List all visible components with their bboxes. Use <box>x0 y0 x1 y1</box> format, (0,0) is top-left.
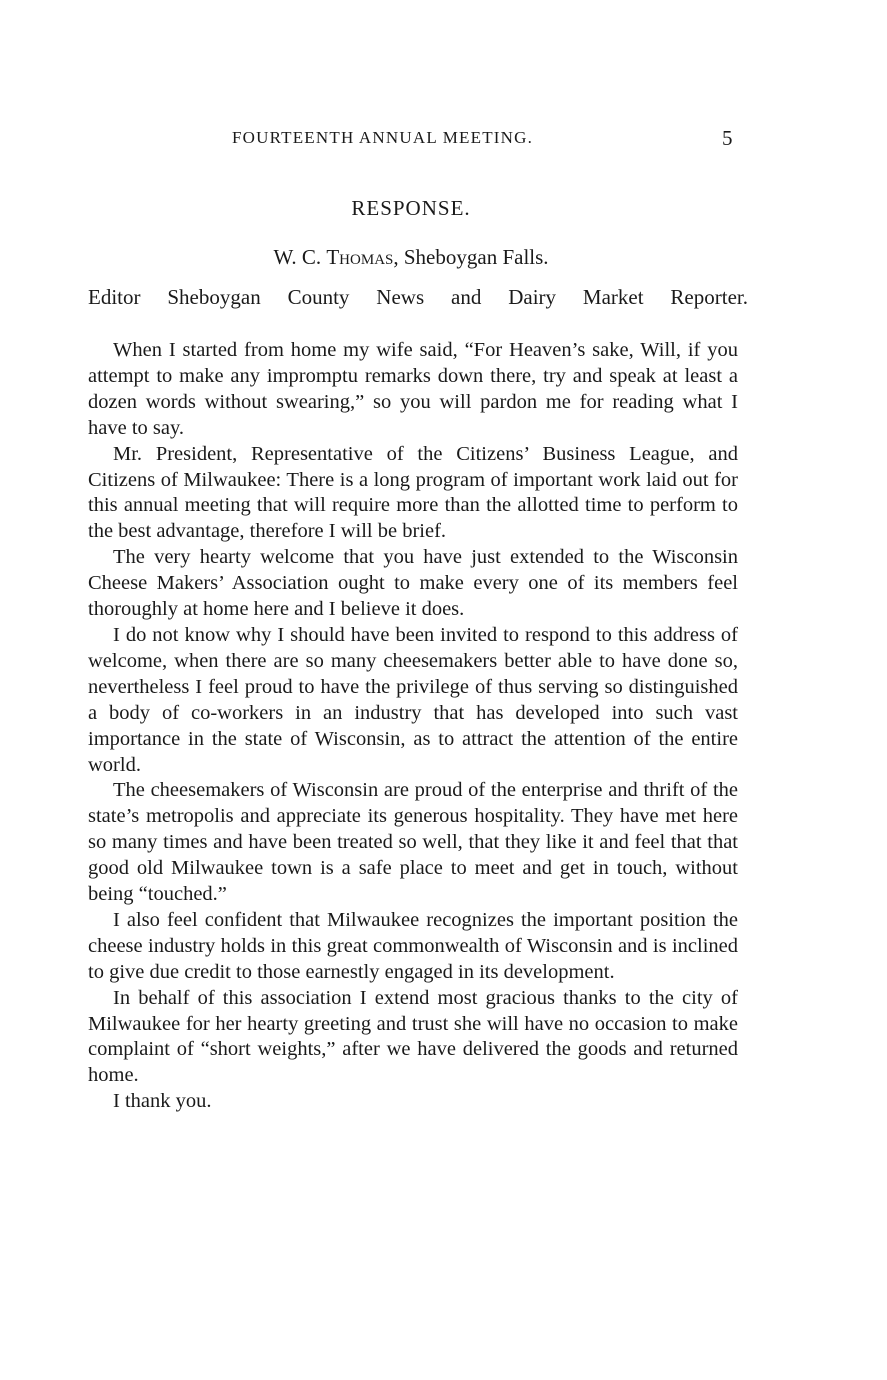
author-affiliation: Editor Sheboygan County News and Dairy Market Reporter. <box>88 285 748 309</box>
running-title: FOURTEENTH ANNUAL MEETING. <box>232 128 534 147</box>
paragraph: When I started from home my wife said, “For Heaven’s sake, Will, if you attempt to make any impromptu remarks down there, try and speak at least a dozen words without swearing,” so you will pardon me for reading what I have to say. <box>88 339 738 439</box>
paragraph: I thank you. <box>113 1090 212 1113</box>
page-number: 5 <box>722 126 733 150</box>
author-initials: W. C. <box>273 245 327 269</box>
author-byline <box>0 245 822 270</box>
running-head <box>0 128 887 152</box>
section-heading: RESPONSE. <box>351 196 471 220</box>
body-text <box>88 338 738 1115</box>
paragraph: The very hearty welcome that you have just extended to the Wisconsin Cheese Makers’ Association ought to make every one of its members feel thoroughly at home here and I believe it does. <box>88 546 738 621</box>
paragraph: I do not know why I should have been invited to respond to this address of welcome, when there are so many cheesemakers better able to have done so, nevertheless I feel proud to have the privilege of thus serving so distinguished a body of co-workers in an industry that has developed into such vast importance in the state of Wisconsin, as to attract the attention of the entire world. <box>88 623 738 776</box>
author-surname: Thomas <box>326 245 394 269</box>
paragraph: Mr. President, Representative of the Citizens’ Business League, and Citizens of Milwaukee: There is a long program of important work laid out for this annual meeting that will require more than the allotted time to perform to the best advantage, therefore I will be brief. <box>88 442 738 543</box>
paragraph: In behalf of this association I extend most gracious thanks to the city of Milwaukee for her hearty greeting and trust she will have no occasion to make complaint of “short weights,” after we have delivered the goods and returned home. <box>88 986 738 1087</box>
paragraph: I also feel confident that Milwaukee recognizes the important position the cheese industry holds in this great commonwealth of Wisconsin and is inclined to give due credit to those earnestly engaged in its development. <box>88 908 738 983</box>
author-place: , Sheboygan Falls. <box>393 245 549 269</box>
paragraph: The cheesemakers of Wisconsin are proud of the enterprise and thrift of the state’s metropolis and appreciate its generous hospitality. They have met here so many times and have been treated so well, that they like it and feel that that good old Milwaukee town is a safe place to meet and get in touch, without being “touched.” <box>88 779 738 906</box>
